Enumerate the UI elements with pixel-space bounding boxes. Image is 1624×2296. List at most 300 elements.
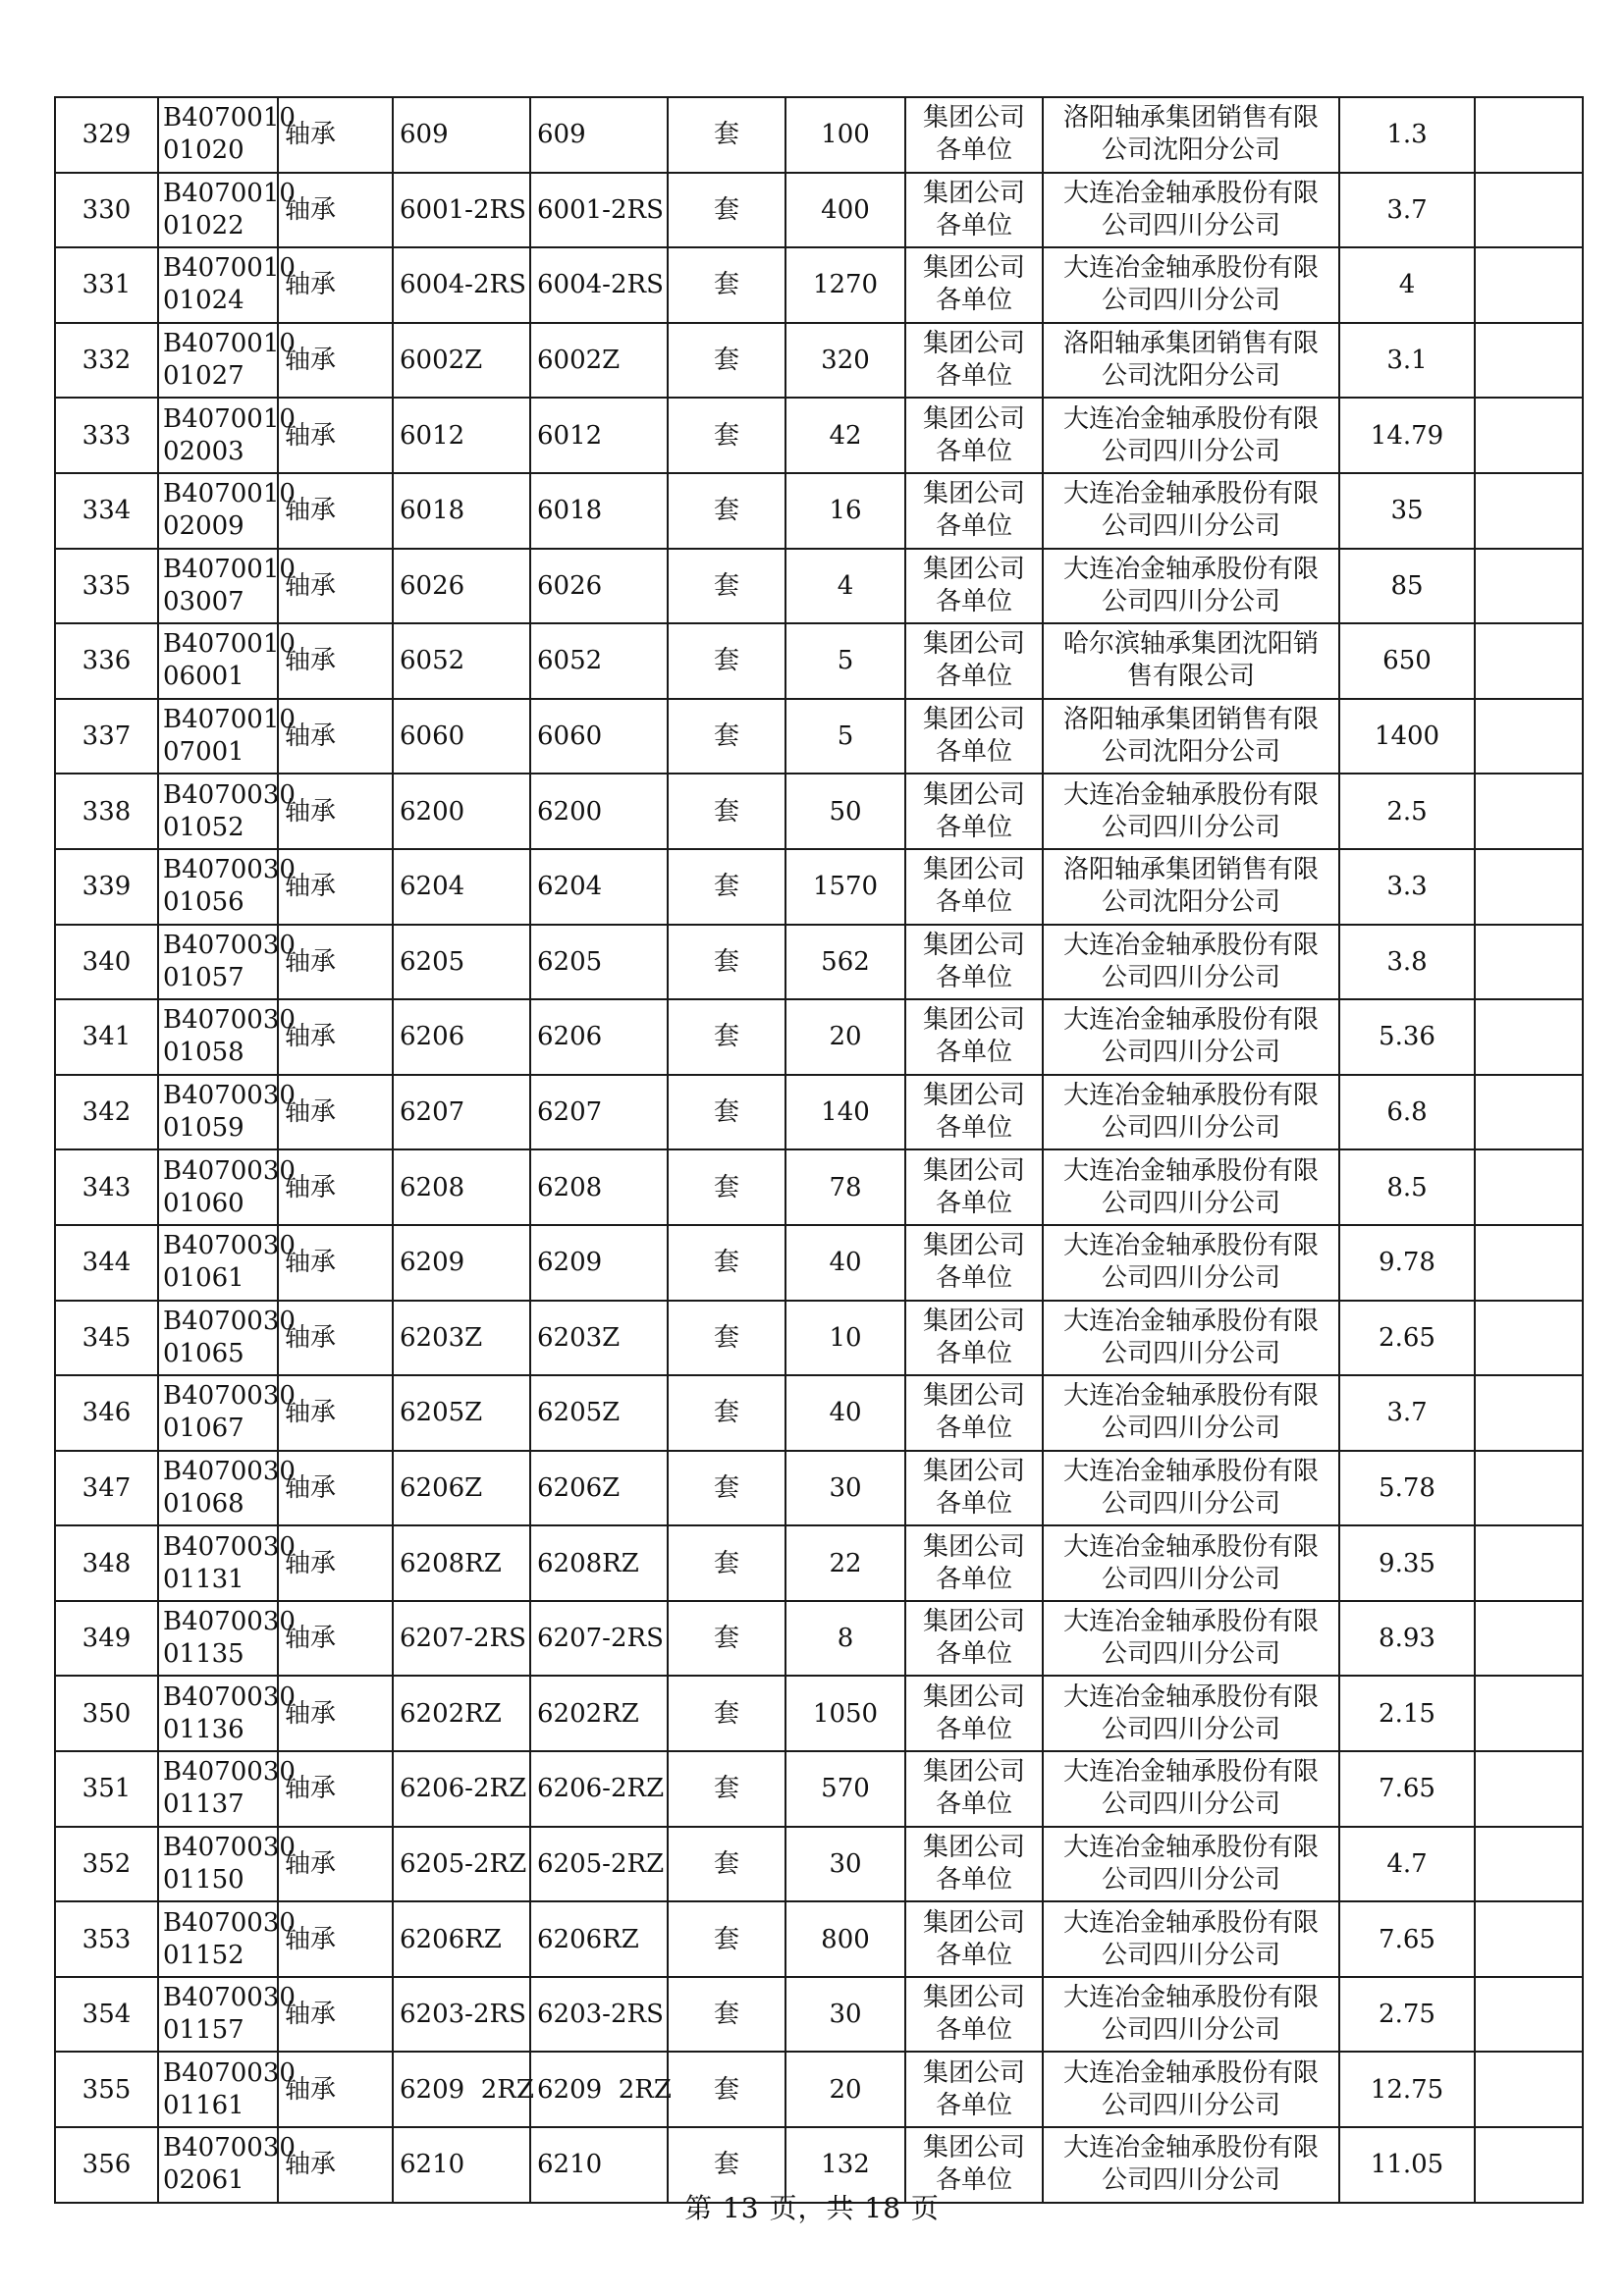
material-code: B4070030 01161 [158,2052,278,2127]
table-row [55,999,1583,1075]
model: 6052 [530,623,668,699]
table-row [55,473,1583,549]
material-name: 轴承 [278,549,393,624]
unit: 套 [668,97,785,173]
row-number: 332 [55,323,158,399]
row-number: 350 [55,1676,158,1751]
row-number: 344 [55,1225,158,1301]
scope: 集团公司 各单位 [905,623,1043,699]
model: 6026 [530,549,668,624]
scope: 集团公司 各单位 [905,173,1043,248]
unit: 套 [668,1525,785,1601]
table-row [55,247,1583,323]
row-number: 351 [55,1751,158,1827]
model: 6209 2RZ [530,2052,668,2127]
specification: 6207-2RS [393,1601,530,1677]
material-code: B4070030 01150 [158,1827,278,1902]
unit-price: 14.79 [1339,398,1475,473]
scope: 集团公司 各单位 [905,2127,1043,2203]
material-name: 轴承 [278,774,393,849]
specification: 6208 [393,1149,530,1225]
material-code: B4070010 01022 [158,173,278,248]
supplier: 大连冶金轴承股份有限 公司四川分公司 [1043,1751,1339,1827]
quantity: 800 [785,1901,905,1977]
specification: 6012 [393,398,530,473]
scope: 集团公司 各单位 [905,1977,1043,2053]
remark [1475,774,1583,849]
supplier: 大连冶金轴承股份有限 公司四川分公司 [1043,1225,1339,1301]
material-code: B4070030 01065 [158,1301,278,1376]
model: 6004-2RS [530,247,668,323]
table-row [55,549,1583,624]
row-number: 355 [55,2052,158,2127]
table-row [55,1375,1583,1451]
row-number: 352 [55,1827,158,1902]
remark [1475,473,1583,549]
supplier: 大连冶金轴承股份有限 公司四川分公司 [1043,1451,1339,1526]
unit: 套 [668,549,785,624]
specification: 6209 2RZ [393,2052,530,2127]
remark [1475,849,1583,925]
material-name: 轴承 [278,473,393,549]
unit: 套 [668,2127,785,2203]
supplier: 大连冶金轴承股份有限 公司四川分公司 [1043,1601,1339,1677]
unit-price: 3.8 [1339,925,1475,1000]
scope: 集团公司 各单位 [905,1901,1043,1977]
material-code: B4070010 01024 [158,247,278,323]
quantity: 400 [785,173,905,248]
material-code: B4070010 02009 [158,473,278,549]
model: 6210 [530,2127,668,2203]
scope: 集团公司 各单位 [905,849,1043,925]
specification: 6207 [393,1075,530,1150]
supplier: 大连冶金轴承股份有限 公司四川分公司 [1043,1901,1339,1977]
unit-price: 2.5 [1339,774,1475,849]
table-row [55,1751,1583,1827]
quantity: 30 [785,1977,905,2053]
specification: 6206RZ [393,1901,530,1977]
remark [1475,173,1583,248]
model: 6205 [530,925,668,1000]
supplier: 大连冶金轴承股份有限 公司四川分公司 [1043,473,1339,549]
material-code: B4070030 01061 [158,1225,278,1301]
material-code: B4070030 01060 [158,1149,278,1225]
specification: 6203-2RS [393,1977,530,2053]
quantity: 5 [785,699,905,774]
table-row [55,398,1583,473]
scope: 集团公司 各单位 [905,1525,1043,1601]
material-code: B4070030 01137 [158,1751,278,1827]
table-row [55,1827,1583,1902]
quantity: 8 [785,1601,905,1677]
unit: 套 [668,849,785,925]
unit: 套 [668,1375,785,1451]
remark [1475,1375,1583,1451]
row-number: 334 [55,473,158,549]
table-row [55,97,1583,173]
table-row [55,623,1583,699]
scope: 集团公司 各单位 [905,1075,1043,1150]
quantity: 40 [785,1375,905,1451]
unit-price: 2.75 [1339,1977,1475,2053]
model: 6001-2RS [530,173,668,248]
unit-price: 8.5 [1339,1149,1475,1225]
table-row [55,1301,1583,1376]
material-code: B4070010 01020 [158,97,278,173]
remark [1475,1301,1583,1376]
material-name: 轴承 [278,247,393,323]
unit-price: 2.65 [1339,1301,1475,1376]
table-row [55,173,1583,248]
table-row [55,925,1583,1000]
material-code: B4070010 06001 [158,623,278,699]
unit: 套 [668,2052,785,2127]
quantity: 140 [785,1075,905,1150]
model: 6203-2RS [530,1977,668,2053]
model: 6200 [530,774,668,849]
supplier: 大连冶金轴承股份有限 公司四川分公司 [1043,1375,1339,1451]
unit-price: 1400 [1339,699,1475,774]
unit: 套 [668,1301,785,1376]
model: 6205Z [530,1375,668,1451]
remark [1475,1676,1583,1751]
table-row [55,1225,1583,1301]
scope: 集团公司 各单位 [905,473,1043,549]
material-code: B4070010 02003 [158,398,278,473]
material-code: B4070030 01052 [158,774,278,849]
remark [1475,1149,1583,1225]
supplier: 大连冶金轴承股份有限 公司四川分公司 [1043,2052,1339,2127]
scope: 集团公司 各单位 [905,1451,1043,1526]
material-name: 轴承 [278,999,393,1075]
row-number: 329 [55,97,158,173]
supplier: 大连冶金轴承股份有限 公司四川分公司 [1043,398,1339,473]
material-name: 轴承 [278,1751,393,1827]
table-row [55,1451,1583,1526]
unit: 套 [668,1451,785,1526]
unit: 套 [668,699,785,774]
material-name: 轴承 [278,1601,393,1677]
row-number: 348 [55,1525,158,1601]
material-name: 轴承 [278,2127,393,2203]
table-row [55,774,1583,849]
material-code: B4070010 07001 [158,699,278,774]
row-number: 339 [55,849,158,925]
unit: 套 [668,999,785,1075]
material-name: 轴承 [278,398,393,473]
unit-price: 6.8 [1339,1075,1475,1150]
supplier: 大连冶金轴承股份有限 公司四川分公司 [1043,1676,1339,1751]
model: 6207 [530,1075,668,1150]
material-code: B4070030 01057 [158,925,278,1000]
material-name: 轴承 [278,1149,393,1225]
material-name: 轴承 [278,1676,393,1751]
scope: 集团公司 各单位 [905,1149,1043,1225]
material-code: B4070030 01135 [158,1601,278,1677]
unit: 套 [668,247,785,323]
material-name: 轴承 [278,1375,393,1451]
material-name: 轴承 [278,1075,393,1150]
remark [1475,1525,1583,1601]
unit: 套 [668,1225,785,1301]
remark [1475,247,1583,323]
specification: 6052 [393,623,530,699]
unit-price: 9.35 [1339,1525,1475,1601]
material-code: B4070030 01059 [158,1075,278,1150]
specification: 6026 [393,549,530,624]
unit: 套 [668,1977,785,2053]
supplier: 大连冶金轴承股份有限 公司四川分公司 [1043,2127,1339,2203]
material-code: B4070030 01056 [158,849,278,925]
table-row [55,1901,1583,1977]
model: 6206RZ [530,1901,668,1977]
specification: 6205-2RZ [393,1827,530,1902]
supplier: 大连冶金轴承股份有限 公司四川分公司 [1043,1525,1339,1601]
specification: 6206-2RZ [393,1751,530,1827]
quantity: 22 [785,1525,905,1601]
remark [1475,97,1583,173]
row-number: 353 [55,1901,158,1977]
unit-price: 11.05 [1339,2127,1475,2203]
scope: 集团公司 各单位 [905,1225,1043,1301]
supplier: 大连冶金轴承股份有限 公司四川分公司 [1043,999,1339,1075]
remark [1475,549,1583,624]
bearing-price-table [54,96,1584,2204]
remark [1475,1601,1583,1677]
quantity: 50 [785,774,905,849]
unit-price: 650 [1339,623,1475,699]
remark [1475,1451,1583,1526]
quantity: 30 [785,1827,905,1902]
model: 609 [530,97,668,173]
specification: 6200 [393,774,530,849]
remark [1475,623,1583,699]
specification: 6018 [393,473,530,549]
unit: 套 [668,1601,785,1677]
specification: 6203Z [393,1301,530,1376]
unit: 套 [668,925,785,1000]
unit: 套 [668,1827,785,1902]
specification: 6209 [393,1225,530,1301]
supplier: 大连冶金轴承股份有限 公司四川分公司 [1043,774,1339,849]
supplier: 大连冶金轴承股份有限 公司四川分公司 [1043,173,1339,248]
remark [1475,1827,1583,1902]
supplier: 大连冶金轴承股份有限 公司四川分公司 [1043,549,1339,624]
unit-price: 3.7 [1339,1375,1475,1451]
unit-price: 4 [1339,247,1475,323]
specification: 6204 [393,849,530,925]
model: 6012 [530,398,668,473]
table-row [55,699,1583,774]
material-name: 轴承 [278,323,393,399]
specification: 6060 [393,699,530,774]
supplier: 大连冶金轴承股份有限 公司四川分公司 [1043,1075,1339,1150]
scope: 集团公司 各单位 [905,323,1043,399]
material-code: B4070030 01136 [158,1676,278,1751]
material-name: 轴承 [278,1977,393,2053]
material-code: B4070030 01058 [158,999,278,1075]
remark [1475,1225,1583,1301]
model: 6206 [530,999,668,1075]
unit: 套 [668,1075,785,1150]
unit: 套 [668,1751,785,1827]
material-code: B4070030 01157 [158,1977,278,2053]
material-name: 轴承 [278,849,393,925]
row-number: 340 [55,925,158,1000]
material-name: 轴承 [278,1827,393,1902]
table-row [55,1601,1583,1677]
scope: 集团公司 各单位 [905,774,1043,849]
row-number: 335 [55,549,158,624]
row-number: 349 [55,1601,158,1677]
material-code: B4070010 03007 [158,549,278,624]
unit-price: 4.7 [1339,1827,1475,1902]
quantity: 1050 [785,1676,905,1751]
specification: 6001-2RS [393,173,530,248]
material-code: B4070030 01068 [158,1451,278,1526]
model: 6204 [530,849,668,925]
unit-price: 3.7 [1339,173,1475,248]
unit-price: 1.3 [1339,97,1475,173]
material-code: B4070030 02061 [158,2127,278,2203]
model: 6060 [530,699,668,774]
scope: 集团公司 各单位 [905,2052,1043,2127]
table-row [55,1149,1583,1225]
supplier: 大连冶金轴承股份有限 公司四川分公司 [1043,1149,1339,1225]
remark [1475,323,1583,399]
remark [1475,2052,1583,2127]
unit-price: 5.78 [1339,1451,1475,1526]
supplier: 大连冶金轴承股份有限 公司四川分公司 [1043,925,1339,1000]
row-number: 330 [55,173,158,248]
remark [1475,1977,1583,2053]
remark [1475,398,1583,473]
supplier: 洛阳轴承集团销售有限 公司沈阳分公司 [1043,849,1339,925]
material-code: B4070030 01152 [158,1901,278,1977]
material-name: 轴承 [278,699,393,774]
row-number: 342 [55,1075,158,1150]
unit: 套 [668,774,785,849]
material-name: 轴承 [278,2052,393,2127]
quantity: 570 [785,1751,905,1827]
unit-price: 3.3 [1339,849,1475,925]
material-name: 轴承 [278,1301,393,1376]
material-name: 轴承 [278,1901,393,1977]
specification: 6206Z [393,1451,530,1526]
supplier: 洛阳轴承集团销售有限 公司沈阳分公司 [1043,699,1339,774]
model: 6206-2RZ [530,1751,668,1827]
scope: 集团公司 各单位 [905,1601,1043,1677]
specification: 6205Z [393,1375,530,1451]
unit-price: 12.75 [1339,2052,1475,2127]
material-name: 轴承 [278,173,393,248]
row-number: 331 [55,247,158,323]
scope: 集团公司 各单位 [905,1676,1043,1751]
scope: 集团公司 各单位 [905,1301,1043,1376]
specification: 6004-2RS [393,247,530,323]
unit-price: 85 [1339,549,1475,624]
model: 6202RZ [530,1676,668,1751]
model: 6018 [530,473,668,549]
page-footer: 第 13 页，共 18 页 [684,2192,940,2224]
unit-price: 7.65 [1339,1901,1475,1977]
remark [1475,699,1583,774]
material-code: B4070030 01067 [158,1375,278,1451]
model: 6205-2RZ [530,1827,668,1902]
specification: 6210 [393,2127,530,2203]
supplier: 大连冶金轴承股份有限 公司四川分公司 [1043,1827,1339,1902]
unit-price: 2.15 [1339,1676,1475,1751]
unit-price: 9.78 [1339,1225,1475,1301]
model: 6207-2RS [530,1601,668,1677]
quantity: 320 [785,323,905,399]
row-number: 341 [55,999,158,1075]
quantity: 562 [785,925,905,1000]
specification: 6002Z [393,323,530,399]
row-number: 333 [55,398,158,473]
quantity: 132 [785,2127,905,2203]
unit-price: 5.36 [1339,999,1475,1075]
scope: 集团公司 各单位 [905,398,1043,473]
unit: 套 [668,623,785,699]
scope: 集团公司 各单位 [905,699,1043,774]
scope: 集团公司 各单位 [905,1375,1043,1451]
unit-price: 7.65 [1339,1751,1475,1827]
supplier: 大连冶金轴承股份有限 公司四川分公司 [1043,247,1339,323]
quantity: 16 [785,473,905,549]
row-number: 356 [55,2127,158,2203]
unit-price: 3.1 [1339,323,1475,399]
quantity: 20 [785,999,905,1075]
row-number: 354 [55,1977,158,2053]
row-number: 336 [55,623,158,699]
unit: 套 [668,473,785,549]
unit: 套 [668,1676,785,1751]
table-row [55,2052,1583,2127]
remark [1475,925,1583,1000]
model: 6208 [530,1149,668,1225]
scope: 集团公司 各单位 [905,97,1043,173]
table-row [55,849,1583,925]
remark [1475,999,1583,1075]
material-name: 轴承 [278,925,393,1000]
quantity: 10 [785,1301,905,1376]
quantity: 20 [785,2052,905,2127]
unit-price: 35 [1339,473,1475,549]
quantity: 5 [785,623,905,699]
model: 6002Z [530,323,668,399]
specification: 6205 [393,925,530,1000]
specification: 6206 [393,999,530,1075]
table-row [55,1075,1583,1150]
row-number: 345 [55,1301,158,1376]
row-number: 347 [55,1451,158,1526]
table-row [55,1977,1583,2053]
row-number: 343 [55,1149,158,1225]
table-row [55,1676,1583,1751]
material-name: 轴承 [278,97,393,173]
scope: 集团公司 各单位 [905,549,1043,624]
unit-price: 8.93 [1339,1601,1475,1677]
remark [1475,1901,1583,1977]
quantity: 42 [785,398,905,473]
row-number: 346 [55,1375,158,1451]
specification: 6202RZ [393,1676,530,1751]
table-row [55,323,1583,399]
unit: 套 [668,323,785,399]
quantity: 1270 [785,247,905,323]
supplier: 洛阳轴承集团销售有限 公司沈阳分公司 [1043,323,1339,399]
